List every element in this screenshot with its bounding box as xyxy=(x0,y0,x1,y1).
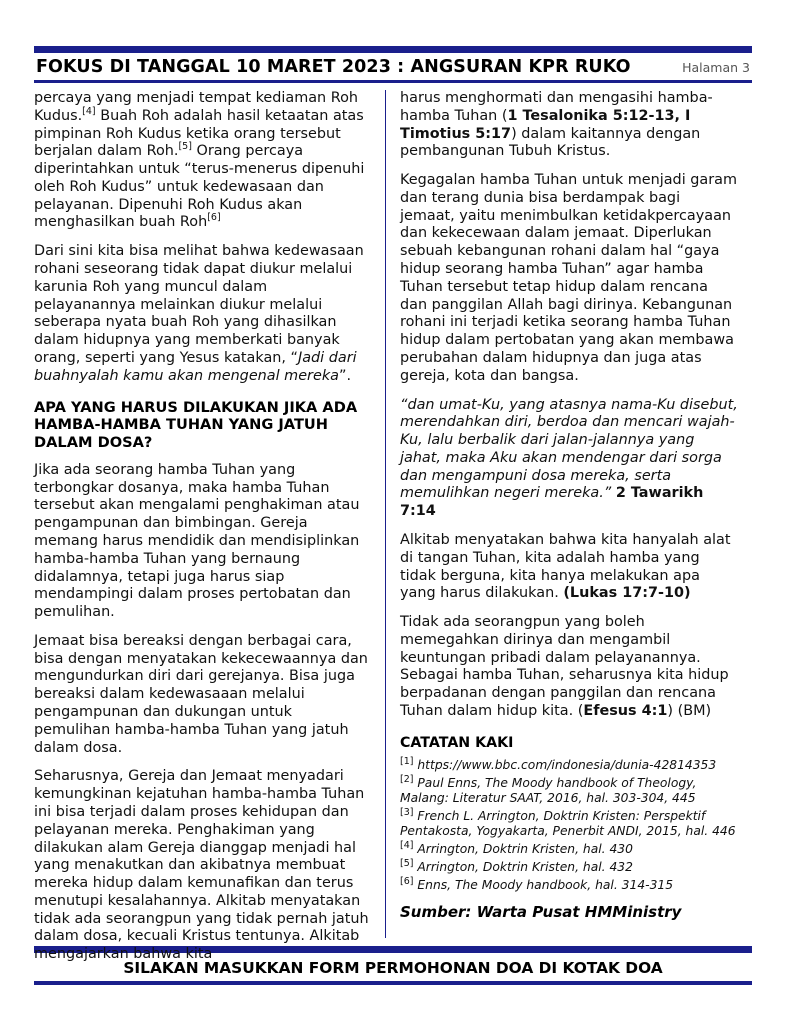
scripture-reference: 2 Tawarikh 7:14 xyxy=(400,485,704,520)
footnote-text: Arrington, Doktrin Kristen, hal. 430 xyxy=(413,842,633,857)
footnote-text: Enns, The Moody handbook, hal. 314-315 xyxy=(413,878,674,893)
page-header xyxy=(34,53,752,80)
footnote-number: [3] xyxy=(400,806,414,818)
section-subheading: APA YANG HARUS DILAKUKAN JIKA ADA HAMBA-HAMBA TUHAN YANG JATUH DALAM DOSA? xyxy=(34,398,358,452)
page-number-label: Halaman 3 xyxy=(682,60,750,75)
para-text: ”. xyxy=(338,367,352,384)
paragraph-left-4: Jemaat bisa bereaksi dengan berbagai cara, bisa dengan menyatakan kekecewaannya dan mengundurkan diri dari gerejanya. Bisa juga bereaksi dalam kedewasaaan melalui pengampunan dan dukungan untuk pemulihan hamba-hamba Tuhan yang jatuh dalam dosa. xyxy=(34,632,368,756)
footnote-item xyxy=(400,876,738,893)
para-text: Dari sini kita bisa melihat bahwa kedewasaan rohani seseorang tidak dapat diukur melalui karunia Roh yang muncul dalam pelayanannya melainkan diukur melalui seberapa nyata buah Roh yang dihasilkan dalam hidupnya yang memberkati banyak orang, seperti yang Yesus katakan, “ xyxy=(34,243,364,366)
paragraph-right-5 xyxy=(400,614,738,721)
footnote-marker-4: [4] xyxy=(82,105,96,117)
para-text: ) (BM) xyxy=(667,703,712,719)
footnote-marker-5: [5] xyxy=(178,141,192,153)
header-bottom-divider xyxy=(34,80,752,83)
footnote-item xyxy=(400,756,738,773)
footnotes-heading: CATATAN KAKI xyxy=(400,734,514,751)
footnotes-list xyxy=(400,756,738,894)
paragraph-right-4 xyxy=(400,532,738,603)
paragraph-right-1 xyxy=(400,90,738,161)
footnote-item xyxy=(400,858,738,875)
footnote-text: Paul Enns, The Moody handbook of Theology, Malang: Literatur SAAT, 2016, hal. 303-304, 445 xyxy=(400,775,697,805)
footnote-number: [6] xyxy=(400,876,414,888)
scripture-reference: 1 Tesalonika 5:12-13, I Timotius 5:17 xyxy=(400,107,691,142)
footnote-number: [2] xyxy=(400,773,414,785)
footer-notice: SILAKAN MASUKKAN FORM PERMOHONAN DOA DI KOTAK DOA xyxy=(123,959,663,977)
footnote-item xyxy=(400,840,738,857)
para-text: Alkitab menyatakan bahwa kita hanyalah alat di tangan Tuhan, kita adalah hamba yang tidak berguna, kita hanya melakukan apa yang harus dilakukan. xyxy=(400,531,731,602)
paragraph-right-2: Kegagalan hamba Tuhan untuk menjadi garam dan terang dunia bisa berdampak bagi jemaat, yaitu menimbulkan ketidakpercayaan dan kekecewaan dalam jemaat. Diperlukan sebuah kebangunan rohani dalam hal “gaya hidup seorang hamba Tuhan” agar hamba Tuhan tersebut tetap hidup dalam rencana dan panggilan Allah bagi dirinya. Kebangunan rohani ini terjadi ketika seorang hamba Tuhan hidup dalam pertobatan yang akan membawa perubahan dalam hidupnya dan juga atas gereja, kota dan bangsa. xyxy=(400,172,737,384)
scripture-quote: “dan umat-Ku, yang atasnya nama-Ku disebut, merendahkan diri, berdoa dan mencari wajah-Ku, lalu berbalik dari jalan-jalannya yang jahat, maka Aku akan mendengar dari sorga dan mengampuni dosa mereka, serta memulihkan negeri mereka.” xyxy=(400,396,738,502)
paragraph-left-1 xyxy=(34,90,371,232)
paragraph-left-5: Seharusnya, Gereja dan Jemaat menyadari kemungkinan kejatuhan hamba-hamba Tuhan ini bisa terjadi dalam proses kehidupan dan pelayanan mereka. Penghakiman yang dilakukan alam Gereja dianggap menjadi hal yang menakutkan dan akibatnya membuat mereka hidup dalam kemunafikan dan terus menutupi kesalahannya. Alkitab menyatakan tidak ada seorangpun yang tidak pernah jatuh dalam dosa, kecuali Kristus tentunya. Alkitab mengajarkan bahwa kita xyxy=(34,768,369,963)
article-columns xyxy=(34,90,752,963)
footnote-number: [1] xyxy=(400,755,414,767)
para-text: ) dalam kaitannya dengan pembangunan Tubuh Kristus. xyxy=(400,125,701,160)
footer-bottom-divider xyxy=(34,981,752,985)
page-footer xyxy=(34,953,752,981)
left-column xyxy=(34,90,386,963)
footnote-number: [5] xyxy=(400,858,414,870)
footnote-text: French L. Arrington, Doktrin Kristen: Perspektif Pentakosta, Yogyakarta, Penerbit ANDI, 2015, hal. 446 xyxy=(400,809,736,839)
footnote-text: Arrington, Doktrin Kristen, hal. 432 xyxy=(413,860,633,875)
paragraph-right-3 xyxy=(400,397,738,521)
page-title: FOKUS DI TANGGAL 10 MARET 2023 : ANGSURAN KPR RUKO xyxy=(36,57,631,77)
scripture-quote: Jadi dari buahnyalah kamu akan mengenal mereka xyxy=(34,349,357,384)
scripture-reference: (Lukas 17:7-10) xyxy=(563,585,691,602)
header-top-divider xyxy=(34,46,752,53)
para-text: Tidak ada seorangpun yang boleh memegahkan dirinya dan mengambil keuntungan pribadi dalam pelayanannya. Sebagai hamba Tuhan, seharusnya kita hidup berpadanan dengan panggilan dan rencana Tuhan dalam hidup kita. ( xyxy=(400,614,729,719)
right-column xyxy=(386,90,738,938)
para-text: percaya yang menjadi tempat kediaman Roh Kudus. xyxy=(34,90,359,124)
source-credit: Sumber: Warta Pusat HMMinistry xyxy=(400,903,682,922)
footnote-item xyxy=(400,807,738,839)
footnote-item xyxy=(400,774,738,806)
footnote-number: [4] xyxy=(400,840,414,852)
para-text: Orang percaya diperintahkan untuk “terus-menerus dipenuhi oleh Roh Kudus” untuk kedewasaan dan pelayanan. Dipenuhi Roh Kudus akan menghasilkan buah Roh xyxy=(34,143,365,231)
paragraph-left-3: Jika ada seorang hamba Tuhan yang terbongkar dosanya, maka hamba Tuhan tersebut akan mengalami penghakiman atau pengampunan dan bimbingan. Gereja memang harus mendidik dan mendisiplinkan hamba-hamba Tuhan yang bernaung didalamnya, tetapi juga harus siap mendampingi dalam proses pertobatan dan pemulihan. xyxy=(34,461,360,621)
footnote-marker-6: [6] xyxy=(207,212,221,224)
para-text: Buah Roh adalah hasil ketaatan atas pimpinan Roh Kudus ketika orang tersebut berjalan dalam Roh. xyxy=(34,107,364,160)
scripture-reference: Efesus 4:1 xyxy=(583,703,668,719)
para-text: harus menghormati dan mengasihi hamba-hamba Tuhan ( xyxy=(400,90,713,124)
footnote-text: https://www.bbc.com/indonesia/dunia-42814353 xyxy=(413,757,717,772)
paragraph-left-2 xyxy=(34,243,371,385)
